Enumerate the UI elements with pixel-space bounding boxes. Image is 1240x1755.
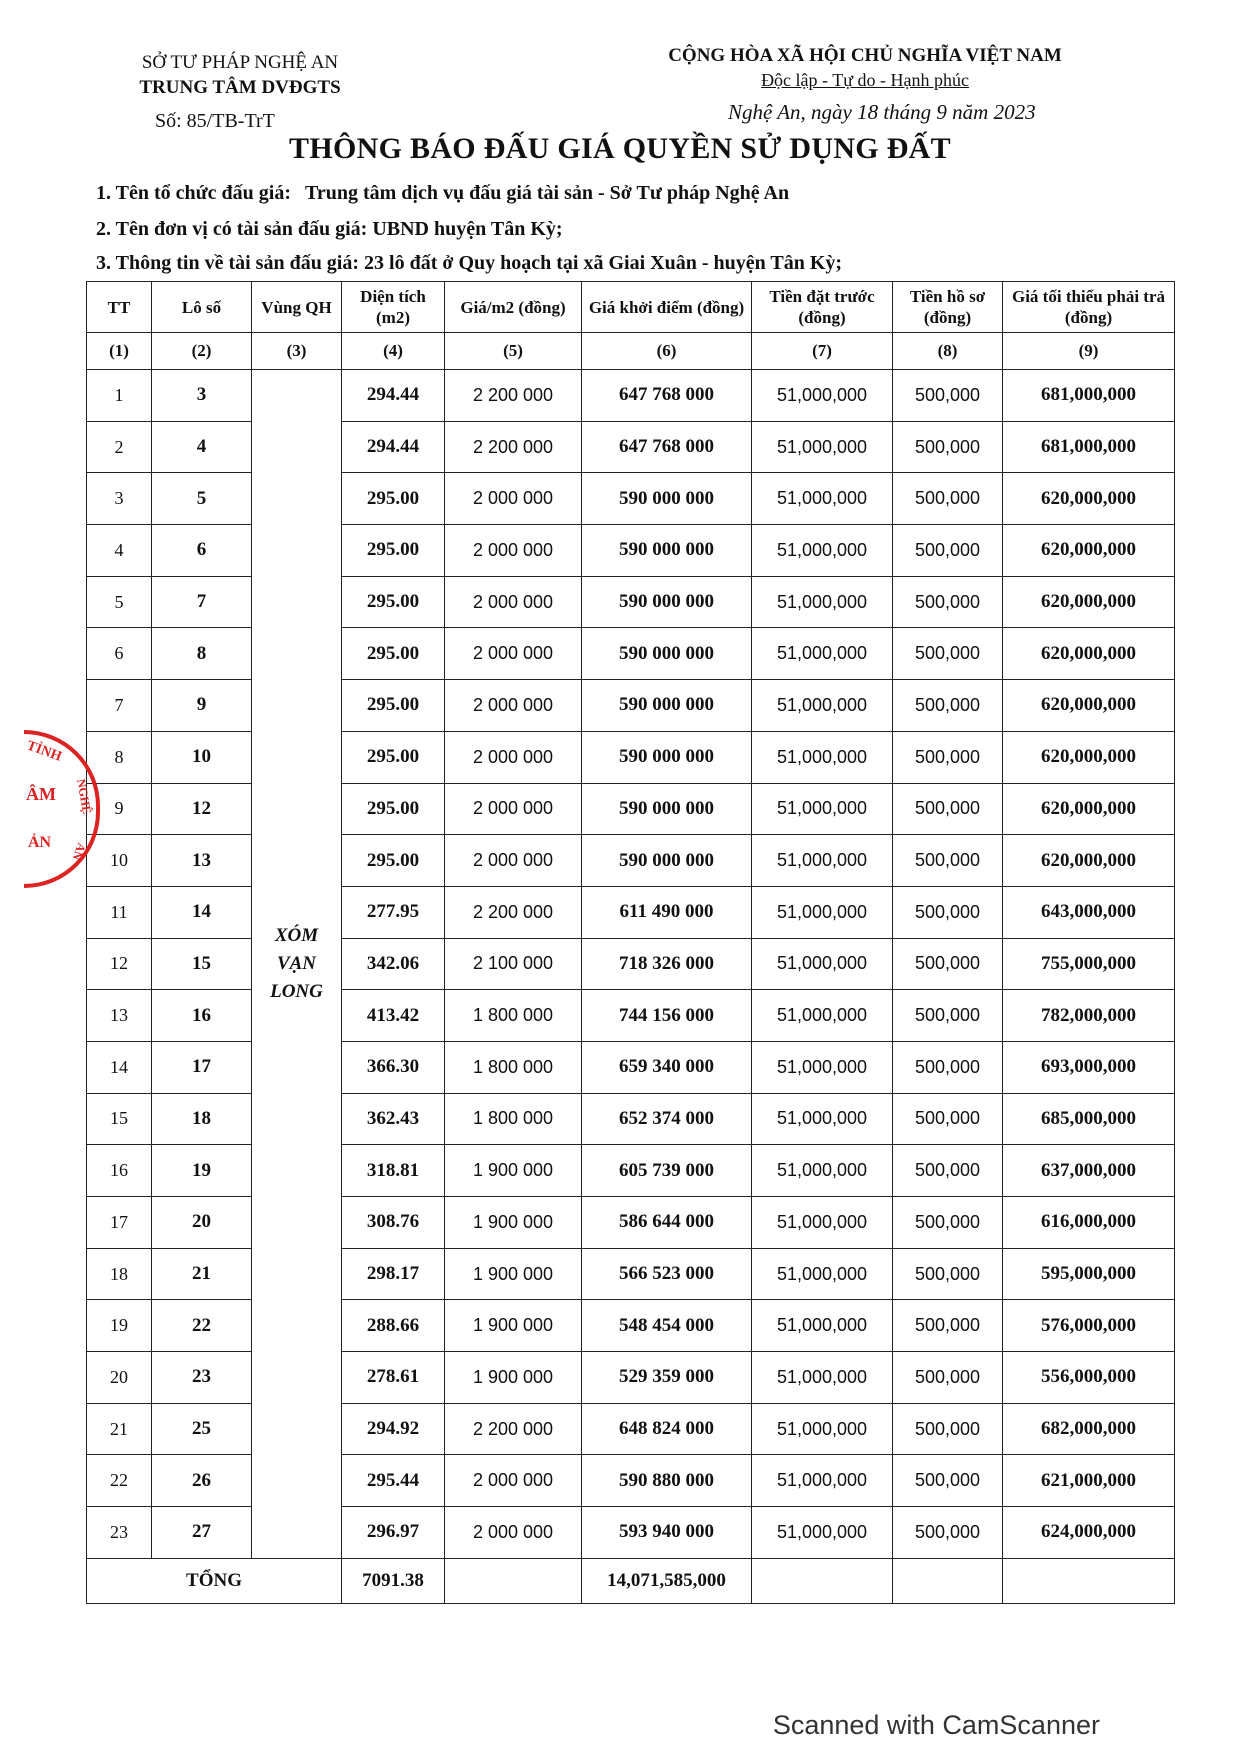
total-area: 7091.38 bbox=[342, 1558, 445, 1603]
cell-area: 295.00 bbox=[342, 783, 445, 835]
cell-min-price: 621,000,000 bbox=[1003, 1455, 1175, 1507]
cell-area: 295.00 bbox=[342, 731, 445, 783]
cell-tt: 9 bbox=[87, 783, 152, 835]
table-total-row bbox=[87, 1558, 1175, 1603]
table-row bbox=[87, 886, 1175, 938]
cell-price-m2: 2 100 000 bbox=[445, 938, 582, 990]
total-empty bbox=[893, 1558, 1003, 1603]
cell-deposit: 51,000,000 bbox=[752, 1041, 893, 1093]
cell-deposit: 51,000,000 bbox=[752, 938, 893, 990]
nation-name: CỘNG HÒA XÃ HỘI CHỦ NGHĨA VIỆT NAM bbox=[668, 45, 1062, 66]
cell-lot: 16 bbox=[152, 990, 252, 1042]
cell-min-price: 681,000,000 bbox=[1003, 370, 1175, 422]
cell-fee: 500,000 bbox=[893, 1352, 1003, 1404]
table-row bbox=[87, 421, 1175, 473]
total-label: TỔNG bbox=[87, 1558, 342, 1603]
cell-lot: 25 bbox=[152, 1403, 252, 1455]
cell-min-price: 685,000,000 bbox=[1003, 1093, 1175, 1145]
cell-price-m2: 1 900 000 bbox=[445, 1352, 582, 1404]
cell-area: 295.00 bbox=[342, 576, 445, 628]
cell-deposit: 51,000,000 bbox=[752, 1403, 893, 1455]
cell-tt: 20 bbox=[87, 1352, 152, 1404]
document-date: Nghệ An, ngày 18 tháng 9 năm 2023 bbox=[728, 100, 1036, 124]
cell-price-m2: 2 000 000 bbox=[445, 576, 582, 628]
col-index: (3) bbox=[252, 333, 342, 370]
cell-fee: 500,000 bbox=[893, 731, 1003, 783]
cell-tt: 7 bbox=[87, 680, 152, 732]
cell-start-price: 744 156 000 bbox=[582, 990, 752, 1042]
cell-deposit: 51,000,000 bbox=[752, 1093, 893, 1145]
issuer-line1: SỞ TƯ PHÁP NGHỆ AN bbox=[141, 52, 339, 73]
col-index: (4) bbox=[342, 333, 445, 370]
cell-area: 294.44 bbox=[342, 370, 445, 422]
cell-min-price: 637,000,000 bbox=[1003, 1145, 1175, 1197]
region-label: XÓM VẠN LONG bbox=[270, 924, 323, 1002]
cell-deposit: 51,000,000 bbox=[752, 680, 893, 732]
auction-table bbox=[86, 281, 1175, 1604]
table-row bbox=[87, 370, 1175, 422]
cell-min-price: 595,000,000 bbox=[1003, 1248, 1175, 1300]
cell-area: 278.61 bbox=[342, 1352, 445, 1404]
cell-min-price: 620,000,000 bbox=[1003, 628, 1175, 680]
cell-start-price: 590 000 000 bbox=[582, 680, 752, 732]
scanner-watermark: Scanned with CamScanner bbox=[772, 1710, 1100, 1740]
cell-deposit: 51,000,000 bbox=[752, 783, 893, 835]
cell-min-price: 620,000,000 bbox=[1003, 835, 1175, 887]
cell-price-m2: 2 000 000 bbox=[445, 835, 582, 887]
table-row bbox=[87, 576, 1175, 628]
cell-price-m2: 1 900 000 bbox=[445, 1300, 582, 1352]
cell-deposit: 51,000,000 bbox=[752, 990, 893, 1042]
table-row bbox=[87, 1145, 1175, 1197]
cell-price-m2: 2 000 000 bbox=[445, 1507, 582, 1559]
cell-price-m2: 1 800 000 bbox=[445, 990, 582, 1042]
table-row bbox=[87, 628, 1175, 680]
cell-tt: 21 bbox=[87, 1403, 152, 1455]
seal-text: AN bbox=[69, 841, 89, 863]
cell-area: 294.44 bbox=[342, 421, 445, 473]
col-header-area: Diện tích (m2) bbox=[342, 282, 445, 333]
cell-lot: 21 bbox=[152, 1248, 252, 1300]
cell-tt: 22 bbox=[87, 1455, 152, 1507]
cell-fee: 500,000 bbox=[893, 1145, 1003, 1197]
cell-price-m2: 2 000 000 bbox=[445, 1455, 582, 1507]
cell-deposit: 51,000,000 bbox=[752, 1352, 893, 1404]
cell-tt: 19 bbox=[87, 1300, 152, 1352]
cell-min-price: 693,000,000 bbox=[1003, 1041, 1175, 1093]
col-index: (7) bbox=[752, 333, 893, 370]
cell-start-price: 611 490 000 bbox=[582, 886, 752, 938]
cell-lot: 8 bbox=[152, 628, 252, 680]
cell-deposit: 51,000,000 bbox=[752, 628, 893, 680]
cell-start-price: 659 340 000 bbox=[582, 1041, 752, 1093]
cell-area: 277.95 bbox=[342, 886, 445, 938]
cell-area: 295.00 bbox=[342, 628, 445, 680]
cell-start-price: 648 824 000 bbox=[582, 1403, 752, 1455]
cell-fee: 500,000 bbox=[893, 990, 1003, 1042]
cell-lot: 4 bbox=[152, 421, 252, 473]
cell-fee: 500,000 bbox=[893, 680, 1003, 732]
col-header-deposit: Tiền đặt trước (đồng) bbox=[752, 282, 893, 333]
col-header-start-price: Giá khởi điểm (đồng) bbox=[582, 282, 752, 333]
seal-text: TỈNH bbox=[24, 738, 64, 765]
cell-start-price: 647 768 000 bbox=[582, 370, 752, 422]
cell-lot: 27 bbox=[152, 1507, 252, 1559]
cell-fee: 500,000 bbox=[893, 886, 1003, 938]
cell-area: 295.00 bbox=[342, 680, 445, 732]
table-row bbox=[87, 1403, 1175, 1455]
cell-start-price: 652 374 000 bbox=[582, 1093, 752, 1145]
total-empty bbox=[445, 1558, 582, 1603]
cell-lot: 20 bbox=[152, 1197, 252, 1249]
cell-lot: 13 bbox=[152, 835, 252, 887]
seal-text: NGHỆ bbox=[74, 777, 95, 816]
cell-price-m2: 2 200 000 bbox=[445, 370, 582, 422]
table-row bbox=[87, 1197, 1175, 1249]
col-index: (5) bbox=[445, 333, 582, 370]
cell-tt: 10 bbox=[87, 835, 152, 887]
cell-start-price: 590 000 000 bbox=[582, 628, 752, 680]
cell-min-price: 620,000,000 bbox=[1003, 473, 1175, 525]
issuer-block bbox=[100, 50, 380, 100]
cell-deposit: 51,000,000 bbox=[752, 731, 893, 783]
cell-start-price: 590 000 000 bbox=[582, 525, 752, 577]
cell-area: 308.76 bbox=[342, 1197, 445, 1249]
cell-min-price: 620,000,000 bbox=[1003, 525, 1175, 577]
table-row bbox=[87, 1352, 1175, 1404]
cell-tt: 18 bbox=[87, 1248, 152, 1300]
cell-deposit: 51,000,000 bbox=[752, 525, 893, 577]
table-row bbox=[87, 938, 1175, 990]
table-row bbox=[87, 473, 1175, 525]
cell-lot: 14 bbox=[152, 886, 252, 938]
cell-tt: 4 bbox=[87, 525, 152, 577]
cell-region bbox=[252, 370, 342, 1559]
col-header-tt: TT bbox=[87, 282, 152, 333]
table-row bbox=[87, 1041, 1175, 1093]
cell-lot: 6 bbox=[152, 525, 252, 577]
col-header-min-price: Giá tối thiểu phải trả (đồng) bbox=[1003, 282, 1175, 333]
cell-start-price: 586 644 000 bbox=[582, 1197, 752, 1249]
cell-deposit: 51,000,000 bbox=[752, 1507, 893, 1559]
table-body bbox=[87, 370, 1175, 1604]
cell-fee: 500,000 bbox=[893, 1248, 1003, 1300]
cell-lot: 22 bbox=[152, 1300, 252, 1352]
cell-tt: 5 bbox=[87, 576, 152, 628]
table-row bbox=[87, 1093, 1175, 1145]
cell-start-price: 566 523 000 bbox=[582, 1248, 752, 1300]
cell-tt: 1 bbox=[87, 370, 152, 422]
cell-fee: 500,000 bbox=[893, 938, 1003, 990]
cell-price-m2: 1 800 000 bbox=[445, 1041, 582, 1093]
total-empty bbox=[752, 1558, 893, 1603]
cell-lot: 23 bbox=[152, 1352, 252, 1404]
cell-start-price: 590 000 000 bbox=[582, 783, 752, 835]
cell-lot: 7 bbox=[152, 576, 252, 628]
cell-min-price: 782,000,000 bbox=[1003, 990, 1175, 1042]
col-header-region: Vùng QH bbox=[252, 282, 342, 333]
cell-price-m2: 2 000 000 bbox=[445, 783, 582, 835]
cell-tt: 15 bbox=[87, 1093, 152, 1145]
cell-area: 342.06 bbox=[342, 938, 445, 990]
cell-price-m2: 2 200 000 bbox=[445, 421, 582, 473]
cell-area: 296.97 bbox=[342, 1507, 445, 1559]
cell-start-price: 590 000 000 bbox=[582, 576, 752, 628]
cell-fee: 500,000 bbox=[893, 576, 1003, 628]
cell-lot: 19 bbox=[152, 1145, 252, 1197]
cell-fee: 500,000 bbox=[893, 525, 1003, 577]
cell-min-price: 576,000,000 bbox=[1003, 1300, 1175, 1352]
cell-lot: 5 bbox=[152, 473, 252, 525]
cell-fee: 500,000 bbox=[893, 1403, 1003, 1455]
cell-area: 295.00 bbox=[342, 835, 445, 887]
table-row bbox=[87, 525, 1175, 577]
cell-lot: 15 bbox=[152, 938, 252, 990]
table-header-row bbox=[87, 282, 1175, 333]
cell-area: 366.30 bbox=[342, 1041, 445, 1093]
cell-price-m2: 1 900 000 bbox=[445, 1197, 582, 1249]
cell-area: 295.44 bbox=[342, 1455, 445, 1507]
cell-deposit: 51,000,000 bbox=[752, 1197, 893, 1249]
cell-deposit: 51,000,000 bbox=[752, 1300, 893, 1352]
col-header-price-m2: Giá/m2 (đồng) bbox=[445, 282, 582, 333]
cell-lot: 12 bbox=[152, 783, 252, 835]
cell-start-price: 605 739 000 bbox=[582, 1145, 752, 1197]
cell-fee: 500,000 bbox=[893, 421, 1003, 473]
cell-tt: 13 bbox=[87, 990, 152, 1042]
cell-deposit: 51,000,000 bbox=[752, 421, 893, 473]
col-header-lot: Lô số bbox=[152, 282, 252, 333]
cell-deposit: 51,000,000 bbox=[752, 1455, 893, 1507]
cell-lot: 26 bbox=[152, 1455, 252, 1507]
cell-area: 318.81 bbox=[342, 1145, 445, 1197]
cell-fee: 500,000 bbox=[893, 370, 1003, 422]
cell-tt: 6 bbox=[87, 628, 152, 680]
cell-min-price: 620,000,000 bbox=[1003, 680, 1175, 732]
cell-min-price: 620,000,000 bbox=[1003, 731, 1175, 783]
total-empty bbox=[1003, 1558, 1175, 1603]
col-index: (2) bbox=[152, 333, 252, 370]
cell-min-price: 616,000,000 bbox=[1003, 1197, 1175, 1249]
cell-start-price: 590 880 000 bbox=[582, 1455, 752, 1507]
cell-fee: 500,000 bbox=[893, 1455, 1003, 1507]
seal-text: ẢN bbox=[28, 834, 52, 851]
cell-fee: 500,000 bbox=[893, 473, 1003, 525]
cell-deposit: 51,000,000 bbox=[752, 473, 893, 525]
cell-price-m2: 2 000 000 bbox=[445, 680, 582, 732]
cell-area: 413.42 bbox=[342, 990, 445, 1042]
cell-min-price: 620,000,000 bbox=[1003, 783, 1175, 835]
cell-tt: 11 bbox=[87, 886, 152, 938]
table-index-row bbox=[87, 333, 1175, 370]
cell-price-m2: 1 900 000 bbox=[445, 1145, 582, 1197]
cell-min-price: 682,000,000 bbox=[1003, 1403, 1175, 1455]
table-row bbox=[87, 1507, 1175, 1559]
cell-deposit: 51,000,000 bbox=[752, 835, 893, 887]
cell-deposit: 51,000,000 bbox=[752, 576, 893, 628]
col-header-fee: Tiền hồ sơ (đồng) bbox=[893, 282, 1003, 333]
cell-price-m2: 2 000 000 bbox=[445, 473, 582, 525]
cell-min-price: 556,000,000 bbox=[1003, 1352, 1175, 1404]
issuer-line2: TRUNG TÂM DVĐGTS bbox=[139, 77, 341, 98]
cell-lot: 3 bbox=[152, 370, 252, 422]
table-row bbox=[87, 1300, 1175, 1352]
cell-deposit: 51,000,000 bbox=[752, 1145, 893, 1197]
cell-tt: 14 bbox=[87, 1041, 152, 1093]
cell-price-m2: 2 000 000 bbox=[445, 525, 582, 577]
document-title: THÔNG BÁO ĐẤU GIÁ QUYỀN SỬ DỤNG ĐẤT bbox=[289, 132, 951, 165]
cell-area: 294.92 bbox=[342, 1403, 445, 1455]
cell-tt: 23 bbox=[87, 1507, 152, 1559]
cell-price-m2: 2 200 000 bbox=[445, 886, 582, 938]
cell-tt: 8 bbox=[87, 731, 152, 783]
cell-fee: 500,000 bbox=[893, 783, 1003, 835]
table-row bbox=[87, 835, 1175, 887]
cell-fee: 500,000 bbox=[893, 628, 1003, 680]
cell-lot: 18 bbox=[152, 1093, 252, 1145]
cell-deposit: 51,000,000 bbox=[752, 1248, 893, 1300]
info-line-1-value: Trung tâm dịch vụ đấu giá tài sản - Sở Tư pháp Nghệ An bbox=[304, 182, 790, 204]
cell-start-price: 548 454 000 bbox=[582, 1300, 752, 1352]
cell-start-price: 647 768 000 bbox=[582, 421, 752, 473]
cell-fee: 500,000 bbox=[893, 1041, 1003, 1093]
cell-fee: 500,000 bbox=[893, 1507, 1003, 1559]
total-start-price: 14,071,585,000 bbox=[582, 1558, 752, 1603]
table-row bbox=[87, 990, 1175, 1042]
cell-start-price: 718 326 000 bbox=[582, 938, 752, 990]
cell-area: 362.43 bbox=[342, 1093, 445, 1145]
cell-min-price: 620,000,000 bbox=[1003, 576, 1175, 628]
cell-tt: 2 bbox=[87, 421, 152, 473]
col-index: (1) bbox=[87, 333, 152, 370]
table-row bbox=[87, 680, 1175, 732]
cell-fee: 500,000 bbox=[893, 1093, 1003, 1145]
cell-start-price: 590 000 000 bbox=[582, 731, 752, 783]
cell-price-m2: 1 800 000 bbox=[445, 1093, 582, 1145]
motto: Độc lập - Tự do - Hạnh phúc bbox=[761, 70, 969, 90]
table-row bbox=[87, 1248, 1175, 1300]
document-number: Số: 85/TB-TrT bbox=[155, 110, 275, 132]
cell-fee: 500,000 bbox=[893, 835, 1003, 887]
cell-start-price: 590 000 000 bbox=[582, 473, 752, 525]
cell-fee: 500,000 bbox=[893, 1197, 1003, 1249]
cell-min-price: 681,000,000 bbox=[1003, 421, 1175, 473]
cell-start-price: 593 940 000 bbox=[582, 1507, 752, 1559]
col-index: (8) bbox=[893, 333, 1003, 370]
cell-deposit: 51,000,000 bbox=[752, 370, 893, 422]
cell-lot: 17 bbox=[152, 1041, 252, 1093]
cell-tt: 17 bbox=[87, 1197, 152, 1249]
seal-text: ÂM bbox=[26, 784, 56, 804]
table-row bbox=[87, 783, 1175, 835]
cell-price-m2: 2 200 000 bbox=[445, 1403, 582, 1455]
cell-min-price: 624,000,000 bbox=[1003, 1507, 1175, 1559]
nation-block bbox=[630, 44, 1100, 92]
cell-price-m2: 2 000 000 bbox=[445, 731, 582, 783]
cell-area: 295.00 bbox=[342, 525, 445, 577]
cell-min-price: 643,000,000 bbox=[1003, 886, 1175, 938]
cell-area: 295.00 bbox=[342, 473, 445, 525]
cell-price-m2: 2 000 000 bbox=[445, 628, 582, 680]
cell-lot: 10 bbox=[152, 731, 252, 783]
info-line-2: 2. Tên đơn vị có tài sản đấu giá: UBND huyện Tân Kỳ; bbox=[96, 218, 563, 240]
info-line-1 bbox=[96, 182, 789, 205]
cell-tt: 3 bbox=[87, 473, 152, 525]
info-line-1-label: 1. Tên tổ chức đấu giá: bbox=[96, 182, 291, 204]
cell-area: 288.66 bbox=[342, 1300, 445, 1352]
cell-tt: 16 bbox=[87, 1145, 152, 1197]
col-index: (6) bbox=[582, 333, 752, 370]
cell-tt: 12 bbox=[87, 938, 152, 990]
info-line-3: 3. Thông tin về tài sản đấu giá: 23 lô đất ở Quy hoạch tại xã Giai Xuân - huyện Tân Kỳ; bbox=[96, 252, 843, 274]
cell-start-price: 529 359 000 bbox=[582, 1352, 752, 1404]
table-row bbox=[87, 731, 1175, 783]
col-index: (9) bbox=[1003, 333, 1175, 370]
cell-min-price: 755,000,000 bbox=[1003, 938, 1175, 990]
cell-deposit: 51,000,000 bbox=[752, 886, 893, 938]
cell-price-m2: 1 900 000 bbox=[445, 1248, 582, 1300]
cell-start-price: 590 000 000 bbox=[582, 835, 752, 887]
cell-area: 298.17 bbox=[342, 1248, 445, 1300]
table-row bbox=[87, 1455, 1175, 1507]
cell-fee: 500,000 bbox=[893, 1300, 1003, 1352]
cell-lot: 9 bbox=[152, 680, 252, 732]
